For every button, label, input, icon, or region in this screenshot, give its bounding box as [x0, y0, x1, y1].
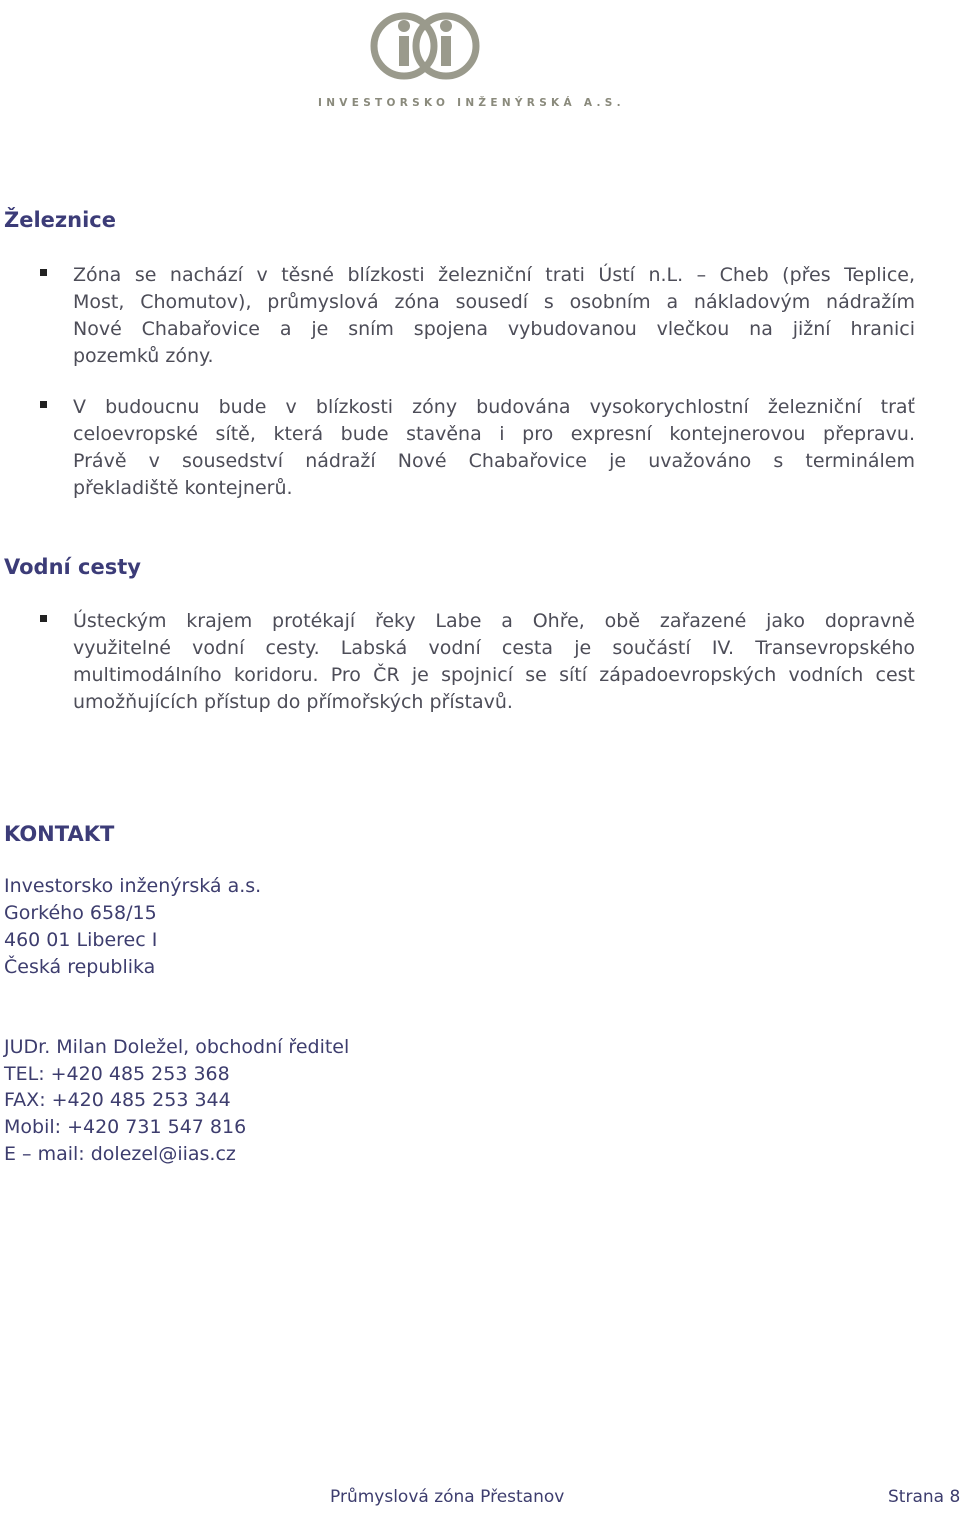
section-heading-contact: KONTAKT [4, 822, 115, 846]
phone-number: TEL: +420 485 253 368 [4, 1063, 230, 1085]
text-line: pozemků zóny. [73, 345, 214, 367]
contact-person: JUDr. Milan Doležel, obchodní ředitel [4, 1036, 350, 1058]
section-heading-waterways: Vodní cesty [4, 555, 141, 579]
mobile-number: Mobil: +420 731 547 816 [4, 1116, 247, 1138]
text-line: Ústeckým krajem protékají řeky Labe a Ohře, obě zařazené jako dopravně [73, 610, 915, 632]
paragraph [73, 394, 915, 502]
city-address: 460 01 Liberec I [4, 929, 158, 951]
text-line: využitelné vodní cesty. Labská vodní cesta je součástí IV. Transevropského [73, 637, 915, 659]
bullet-square-icon [40, 269, 47, 276]
company-logo-icon [370, 2, 480, 94]
bullet-square-icon [40, 401, 47, 408]
text-line: umožňujících přístup do přímořských přístavů. [73, 691, 513, 713]
fax-number: FAX: +420 485 253 344 [4, 1089, 231, 1111]
paragraph [73, 262, 915, 370]
text-line: Most, Chomutov), průmyslová zóna sousedí s osobním a nákladovým nádražím [73, 291, 915, 313]
street-address: Gorkého 658/15 [4, 902, 157, 924]
text-line: Právě v sousedství nádraží Nové Chabařovice je uvažováno s terminálem [73, 450, 915, 472]
text-line: Zóna se nachází v těsné blízkosti železniční trati Ústí n.L. – Cheb (přes Teplice, [73, 264, 915, 286]
section-heading-railway: Železnice [4, 208, 116, 232]
text-line: Nové Chabařovice a je sním spojena vybudovanou vlečkou na jižní hranici [73, 318, 915, 340]
email-address: E – mail: dolezel@iias.cz [4, 1143, 236, 1165]
footer-page-number: Strana 8 [888, 1487, 960, 1507]
text-line: multimodálního koridoru. Pro ČR je spojnicí se sítí západoevropských vodních cest [73, 664, 915, 686]
text-line: překladiště kontejnerů. [73, 477, 293, 499]
footer-document-title: Průmyslová zóna Přestanov [330, 1487, 565, 1507]
text-line: V budoucnu bude v blízkosti zóny budována vysokorychlostní železniční trať [73, 396, 915, 418]
company-name: Investorsko inženýrská a.s. [4, 875, 262, 897]
country: Česká republika [4, 956, 156, 978]
paragraph [73, 608, 915, 716]
text-line: celoevropské sítě, která bude stavěna i pro expresní kontejnerovou přepravu. [73, 423, 915, 445]
bullet-square-icon [40, 615, 47, 622]
logo-caption: INVESTORSKO INŽENÝRSKÁ A.S. [318, 97, 625, 109]
